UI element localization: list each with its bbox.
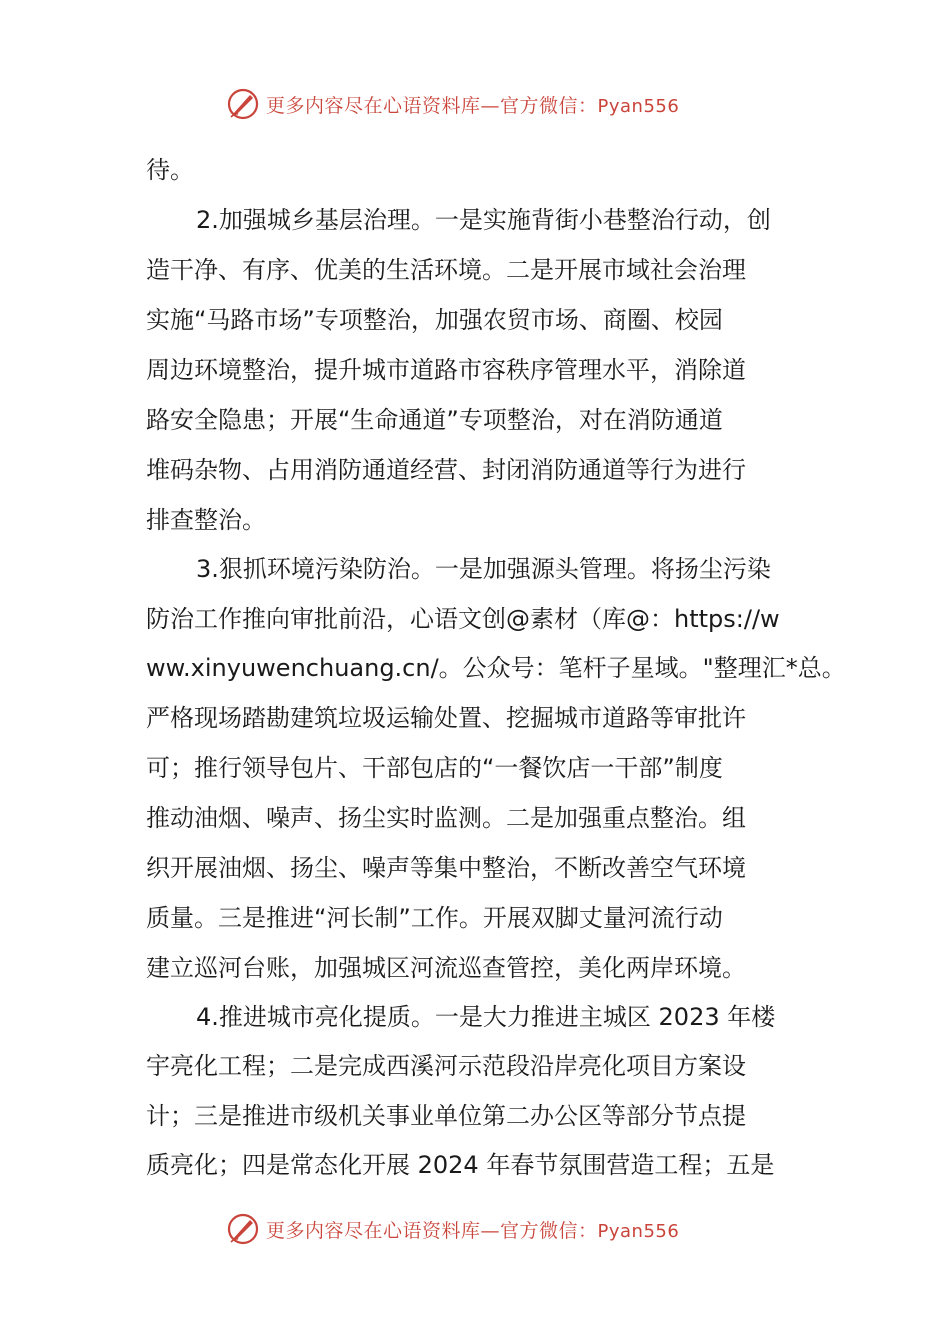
watermark-text: 更多内容尽在心语资料库—官方微信：Pyan556 <box>266 1219 680 1242</box>
body-line: 周边环境整治，提升城市道路市容秩序管理水平，消除道 <box>146 356 746 384</box>
body-line: 质亮化；四是常态化开展 2024 年春节氛围营造工程；五是 <box>146 1151 775 1179</box>
body-line: 质量。三是推进“河长制”工作。开展双脚丈量河流行动 <box>146 904 723 932</box>
body-line: 宇亮化工程；二是完成西溪河示范段沿岸亮化项目方案设 <box>146 1052 746 1080</box>
body-line: 实施“马路市场”专项整治，加强农贸市场、商圈、校园 <box>146 306 723 334</box>
body-line: 路安全隐患；开展“生命通道”专项整治，对在消防通道 <box>146 406 723 434</box>
body-line: 防治工作推向审批前沿，心语文创@素材（库@：https://w <box>146 605 780 633</box>
body-line: 计；三是推进市级机关事业单位第二办公区等部分节点提 <box>146 1102 746 1130</box>
quill-logo-icon <box>226 1212 260 1246</box>
watermark-wechat-id: Pyan556 <box>597 95 680 117</box>
body-line: 4.推进城市亮化提质。一是大力推进主城区 2023 年楼 <box>196 1003 776 1031</box>
body-line: 2.加强城乡基层治理。一是实施背街小巷整治行动，创 <box>196 206 771 234</box>
body-line: 织开展油烟、扬尘、噪声等集中整治，不断改善空气环境 <box>146 854 746 882</box>
body-line: 待。 <box>146 156 194 184</box>
watermark-text: 更多内容尽在心语资料库—官方微信：Pyan556 <box>266 94 680 117</box>
footer-watermark <box>226 1209 679 1249</box>
body-line: 推动油烟、噪声、扬尘实时监测。二是加强重点整治。组 <box>146 804 746 832</box>
watermark-wechat-id: Pyan556 <box>597 1220 680 1242</box>
body-line: 建立巡河台账，加强城区河流巡查管控，美化两岸环境。 <box>146 954 746 982</box>
body-line: 3.狠抓环境污染防治。一是加强源头管理。将扬尘污染 <box>196 555 771 583</box>
body-line: 排查整治。 <box>146 506 266 534</box>
body-line: 可；推行领导包片、干部包店的“一餐饮店一干部”制度 <box>146 754 723 782</box>
body-line: 造干净、有序、优美的生活环境。二是开展市域社会治理 <box>146 256 746 284</box>
body-line: ww.xinyuwenchuang.cn/。公众号：笔杆子星域。"整理汇*总。 <box>146 654 846 682</box>
body-line: 严格现场踏勘建筑垃圾运输处置、挖掘城市道路等审批许 <box>146 704 746 732</box>
body-line: 堆码杂物、占用消防通道经营、封闭消防通道等行为进行 <box>146 456 746 484</box>
